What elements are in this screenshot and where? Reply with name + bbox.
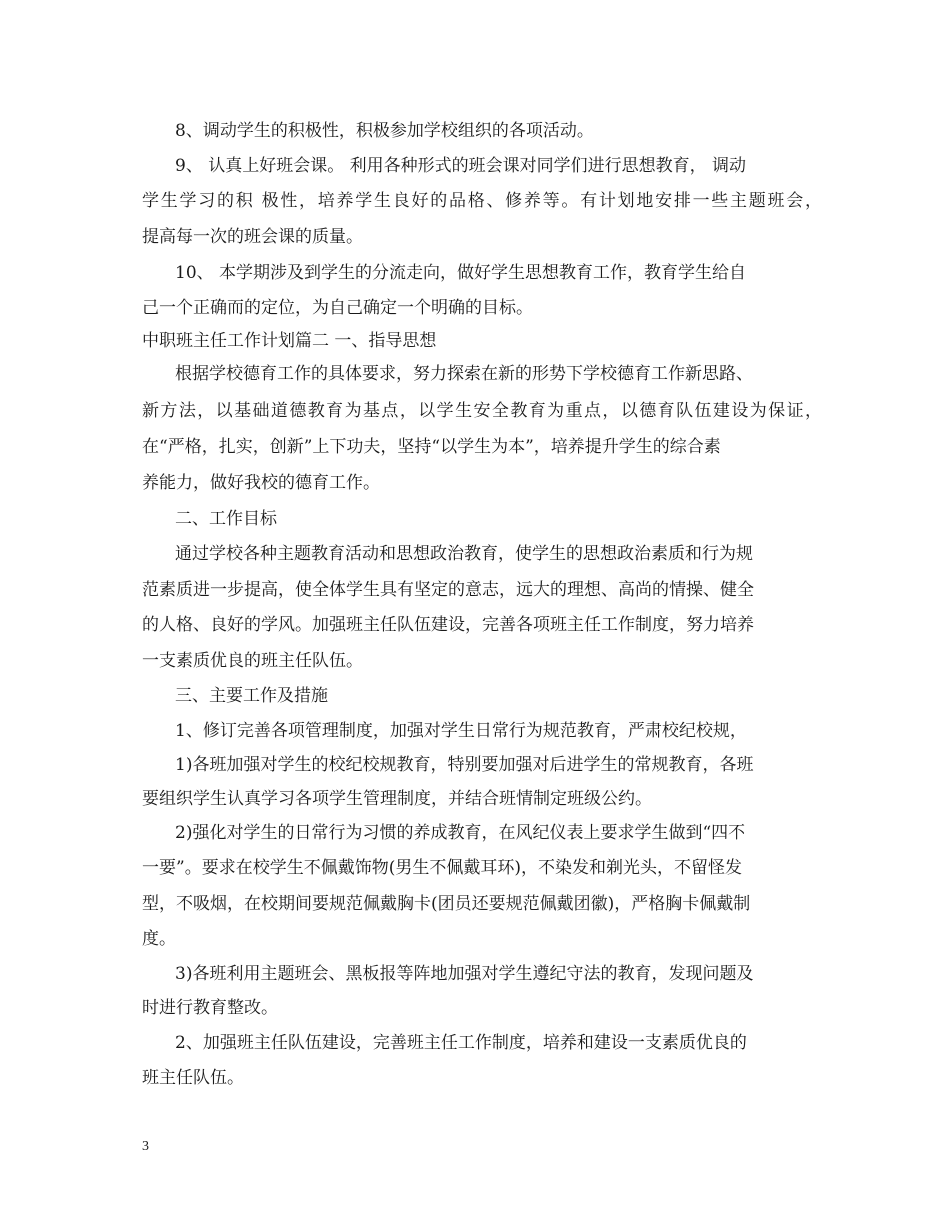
paragraph-line: 2、加强班主任队伍建设，完善班主任工作制度，培养和建设一支素质优良的 bbox=[175, 1033, 747, 1053]
paragraph-line: 新方法，以基础道德教育为基点，以学生安全教育为重点，以德育队伍建设为保证， bbox=[142, 401, 822, 421]
paragraph-line: 9、 认真上好班会课。 利用各种形式的班会课对同学们进行思想教育， 调动 bbox=[175, 156, 747, 176]
paragraph-line: 度。 bbox=[142, 929, 176, 949]
paragraph-line: 10、 本学期涉及到学生的分流走向，做好学生思想教育工作，教育学生给自 bbox=[175, 263, 747, 283]
paragraph-line: 根据学校德育工作的具体要求，努力探索在新的形势下学校德育工作新思路、 bbox=[175, 364, 753, 384]
paragraph-line: 班主任队伍。 bbox=[142, 1068, 244, 1088]
paragraph-line: 2)强化对学生的日常行为习惯的养成教育，在风纪仪表上要求学生做到“四不 bbox=[175, 823, 746, 843]
section-heading: 三、主要工作及措施 bbox=[175, 686, 328, 706]
paragraph-line: 8、调动学生的积极性，积极参加学校组织的各项活动。 bbox=[175, 121, 594, 141]
section-heading-line: 中职班主任工作计划篇二 一、指导思想 bbox=[142, 331, 437, 351]
section-heading: 二、工作目标 bbox=[175, 509, 277, 529]
paragraph-line: 范素质进一步提高，使全体学生具有坚定的意志，远大的理想、高尚的情操、健全 bbox=[142, 580, 754, 600]
paragraph-line: 一支素质优良的班主任队伍。 bbox=[142, 651, 363, 671]
paragraph-line: 时进行教育整改。 bbox=[142, 998, 278, 1018]
paragraph-line: 学生学习的积 极性，培养学生良好的品格、修养等。有计划地安排一些主题班会， bbox=[142, 191, 822, 211]
paragraph-line: 在“严格，扎实，创新”上下功夫，坚持“以学生为本”，培养提升学生的综合素 bbox=[142, 437, 721, 457]
paragraph-line: 养能力，做好我校的德育工作。 bbox=[142, 473, 380, 493]
paragraph-line: 一要”。要求在校学生不佩戴饰物(男生不佩戴耳环)，不染发和剃光头，不留怪发 bbox=[142, 858, 742, 878]
paragraph-line: 通过学校各种主题教育活动和思想政治教育，使学生的思想政治素质和行为规 bbox=[175, 544, 753, 564]
paragraph-line: 提高每一次的班会课的质量。 bbox=[142, 227, 363, 247]
paragraph-line: 3)各班利用主题班会、黑板报等阵地加强对学生遵纪守法的教育，发现问题及 bbox=[175, 964, 754, 984]
page-number: 3 bbox=[142, 1139, 149, 1154]
paragraph-line: 型，不吸烟，在校期间要规范佩戴胸卡(团员还要规范佩戴团徽)，严格胸卡佩戴制 bbox=[142, 894, 751, 914]
paragraph-line: 要组织学生认真学习各项学生管理制度，并结合班情制定班级公约。 bbox=[142, 789, 652, 809]
paragraph-line: 的人格、良好的学风。加强班主任队伍建设，完善各项班主任工作制度，努力培养 bbox=[142, 615, 754, 635]
paragraph-line: 己一个正确而的定位，为自己确定一个明确的目标。 bbox=[142, 298, 533, 318]
paragraph-line: 1)各班加强对学生的校纪校规教育，特别要加强对后进学生的常规教育，各班 bbox=[175, 755, 754, 775]
paragraph-line: 1、修订完善各项管理制度，加强对学生日常行为规范教育，严肃校纪校规， bbox=[175, 721, 747, 741]
